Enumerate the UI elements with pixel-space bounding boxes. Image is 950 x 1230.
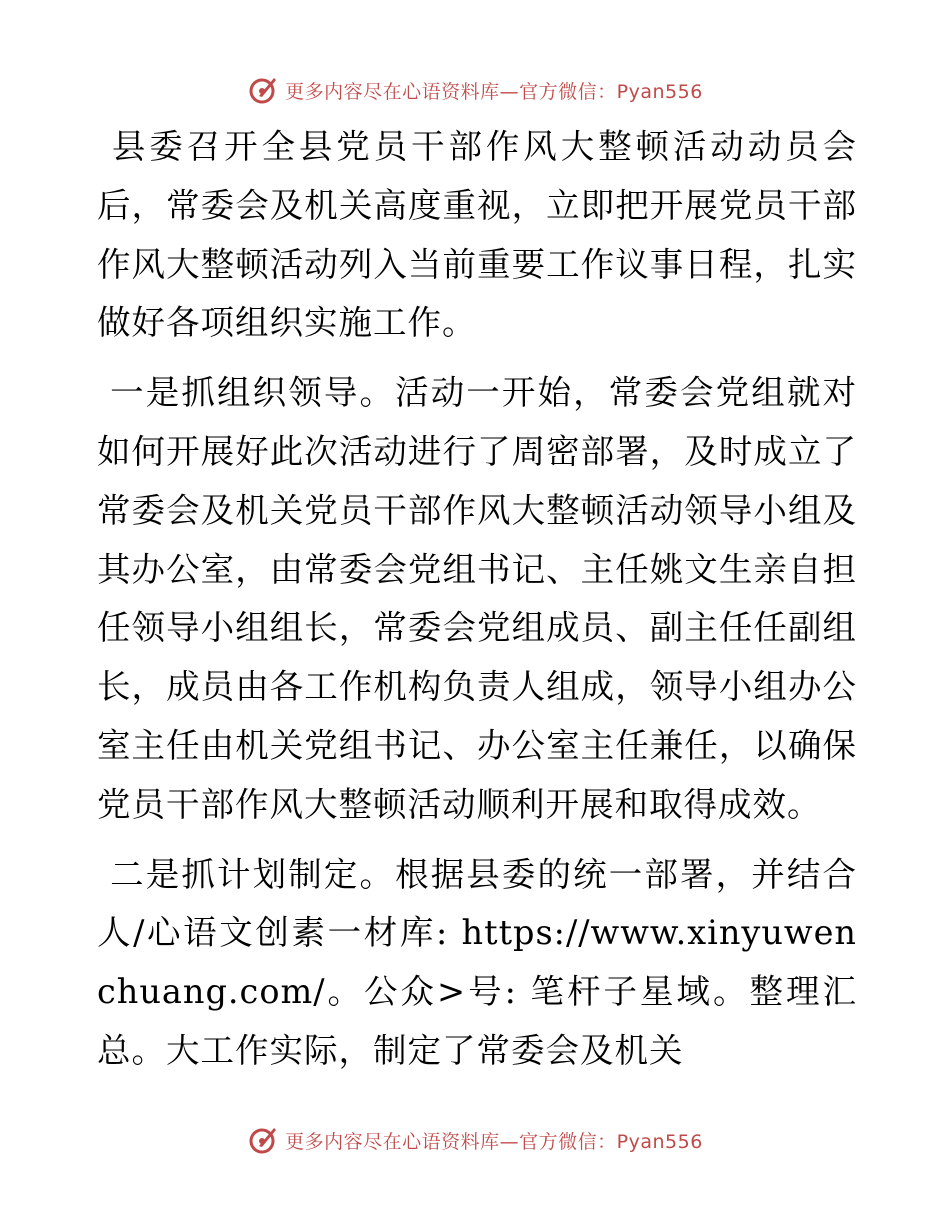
- paragraph-planning: [97, 846, 857, 1081]
- quill-circle-icon: [247, 74, 279, 106]
- paragraph-organization-text: 一是抓组织领导。活动一开始，常委会党组就对如何开展好此次活动进行了周密部署，及时成立了常委会及机关党员干部作风大整顿活动领导小组及其办公室，由常委会党组书记、主任姚文生亲自担任领导小组组长，常委会党组成员、副主任任副组长，成员由各工作机构负责人组成，领导小组办公室主任由机关党组书记、办公室主任兼任，以确保党员干部作风大整顿活动顺利开展和取得成效。: [97, 373, 857, 824]
- paragraph-intro-text: 县委召开全县党员干部作风大整顿活动动员会后，常委会及机关高度重视，立即把开展党员干部作风大整顿活动列入当前重要工作议事日程，扎实做好各项组织实施工作。: [97, 127, 857, 343]
- header-watermark: [0, 70, 950, 110]
- watermark-text: 更多内容尽在心语资料库—官方微信：Pyan556: [285, 80, 703, 103]
- paragraph-intro: [97, 118, 857, 353]
- quill-circle-icon: [247, 1124, 279, 1156]
- document-body: [97, 118, 857, 1092]
- watermark-text: 更多内容尽在心语资料库—官方微信：Pyan556: [285, 1130, 703, 1153]
- paragraph-planning-text: 二是抓计划制定。根据县委的统一部署，并结合人/心语文创素一材库: https://www.xinyuwenchuang.com/。公众>号: 笔杆子星域。整理汇总。大工作实际，制定了常委会及机关: [97, 854, 857, 1070]
- paragraph-organization: [97, 364, 857, 834]
- footer-watermark: [0, 1120, 950, 1160]
